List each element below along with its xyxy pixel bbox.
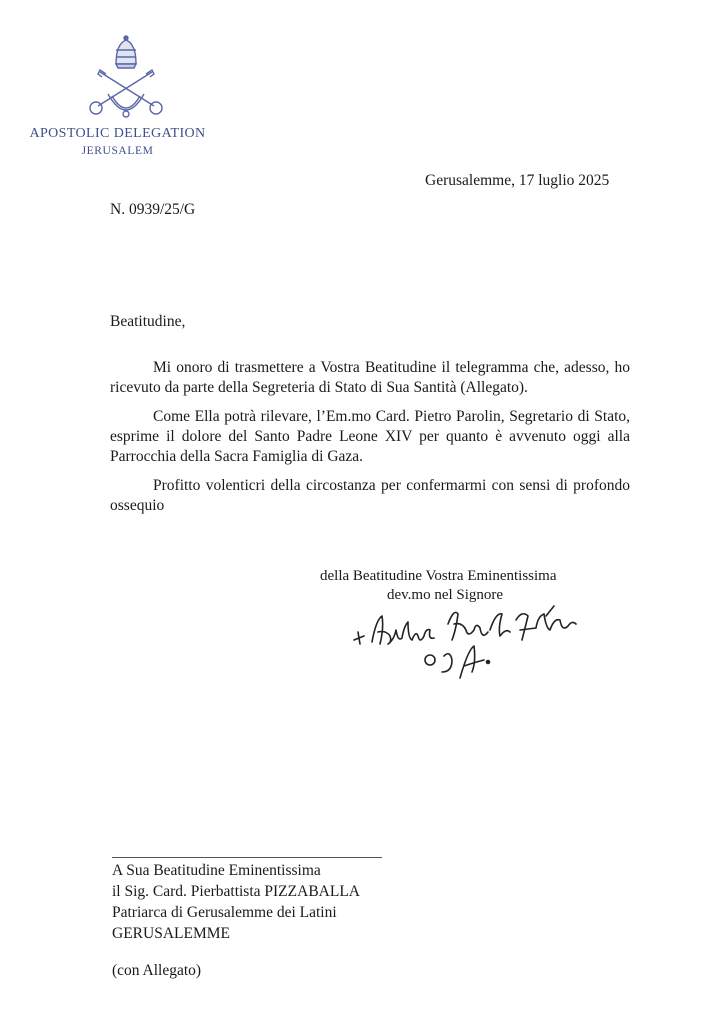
closing-line: dev.mo nel Signore (387, 587, 504, 603)
letter-body (110, 358, 630, 525)
recipient-address (112, 860, 360, 944)
body-paragraph: Mi onoro di trasmettere a Vostra Beatitudine il telegramma che, adesso, ho ricevuto da parte della Segreteria di Stato di Sua Santità (Allegato). (110, 359, 630, 396)
recipient-line: A Sua Beatitudine Eminentissima (112, 862, 321, 879)
recipient-line: GERUSALEMME (112, 925, 230, 942)
salutation: Beatitudine, (110, 313, 186, 330)
closing-line: della Beatitudine Vostra Eminentissima (320, 568, 557, 584)
date-line: Gerusalemme, 17 luglio 2025 (425, 172, 610, 189)
recipient-line: il Sig. Card. Pierbattista PIZZABALLA (112, 883, 360, 900)
recipient-line: Patriarca di Gerusalemme dei Latini (112, 904, 337, 921)
body-paragraph: Come Ella potrà rilevare, l’Em.mo Card. Pietro Parolin, Segretario di Stato, esprime il dolore del Santo Padre Leone XIV per quanto è avvenuto oggi alla Parrocchia della Sacra Famiglia di Gaza. (110, 408, 630, 465)
handwritten-signature (350, 600, 590, 695)
letterhead-title: APOSTOLIC DELEGATION (29, 126, 206, 141)
reference-number: N. 0939/25/G (110, 201, 196, 218)
papal-crest-icon (78, 34, 174, 126)
enclosure-note: (con Allegato) (112, 962, 202, 979)
letterhead-subtitle: JERUSALEM (81, 145, 154, 157)
body-paragraph: Profitto volenticri della circostanza per confermarmi con sensi di profondo ossequio (110, 477, 630, 514)
separator-line (112, 857, 382, 858)
